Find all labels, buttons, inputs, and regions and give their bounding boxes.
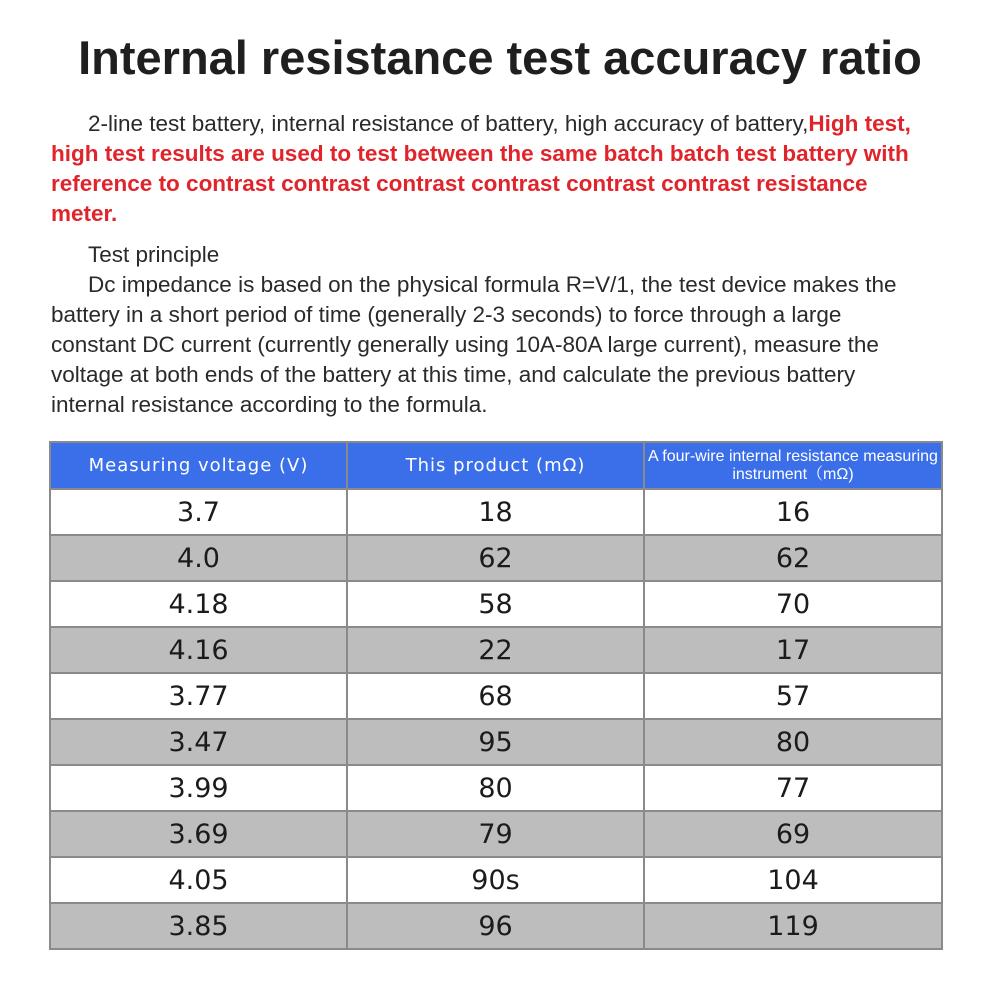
table-row <box>50 903 942 949</box>
table-row <box>50 581 942 627</box>
instrument-cell: 17 <box>644 627 942 673</box>
voltage-cell: 3.99 <box>50 765 347 811</box>
principle-paragraph <box>51 270 931 420</box>
principle-heading-text: Test principle <box>88 242 220 267</box>
product-cell: 79 <box>347 811 644 857</box>
product-cell: 95 <box>347 719 644 765</box>
voltage-cell: 4.18 <box>50 581 347 627</box>
product-cell: 68 <box>347 673 644 719</box>
instrument-cell: 57 <box>644 673 942 719</box>
product-cell: 18 <box>347 489 644 535</box>
voltage-cell: 3.85 <box>50 903 347 949</box>
comparison-table <box>49 441 943 950</box>
page-title: Internal resistance test accuracy ratio <box>78 31 922 84</box>
product-cell: 96 <box>347 903 644 949</box>
product-cell: 58 <box>347 581 644 627</box>
principle-heading <box>51 240 931 270</box>
instrument-cell: 70 <box>644 581 942 627</box>
voltage-cell: 3.47 <box>50 719 347 765</box>
product-cell: 62 <box>347 535 644 581</box>
instrument-cell: 119 <box>644 903 942 949</box>
product-cell: 90s <box>347 857 644 903</box>
intro-paragraph <box>51 109 931 229</box>
header-this-product: This product (mΩ) <box>347 442 644 489</box>
voltage-cell: 4.0 <box>50 535 347 581</box>
header-four-wire-instrument: A four-wire internal resistance measuring instrument（mΩ) <box>644 442 942 489</box>
voltage-cell: 3.69 <box>50 811 347 857</box>
table-row <box>50 627 942 673</box>
table-row <box>50 765 942 811</box>
table-row <box>50 673 942 719</box>
intro-highlight-text: High test, high test results are used to test between the same batch batch test battery with reference to contrast contrast contrast contrast contrast contrast resistance meter. <box>51 111 911 226</box>
product-cell: 80 <box>347 765 644 811</box>
instrument-cell: 77 <box>644 765 942 811</box>
header-measuring-voltage: Measuring voltage (V) <box>50 442 347 489</box>
table-row <box>50 719 942 765</box>
voltage-cell: 3.77 <box>50 673 347 719</box>
principle-body-text: Dc impedance is based on the physical formula R=V/1, the test device makes the battery in a short period of time (generally 2-3 seconds) to force through a large constant DC current (currently generally using 10A-80A large current), measure the voltage at both ends of the battery at this time, and calculate the previous battery internal resistance according to the formula. <box>51 272 897 417</box>
table-header-row <box>50 442 942 489</box>
table-row <box>50 489 942 535</box>
table-row <box>50 811 942 857</box>
product-cell: 22 <box>347 627 644 673</box>
instrument-cell: 69 <box>644 811 942 857</box>
voltage-cell: 4.05 <box>50 857 347 903</box>
table-row <box>50 535 942 581</box>
instrument-cell: 16 <box>644 489 942 535</box>
voltage-cell: 4.16 <box>50 627 347 673</box>
intro-text: 2-line test battery, internal resistance of battery, high accuracy of battery, <box>88 111 809 136</box>
instrument-cell: 104 <box>644 857 942 903</box>
instrument-cell: 62 <box>644 535 942 581</box>
instrument-cell: 80 <box>644 719 942 765</box>
voltage-cell: 3.7 <box>50 489 347 535</box>
table-row <box>50 857 942 903</box>
